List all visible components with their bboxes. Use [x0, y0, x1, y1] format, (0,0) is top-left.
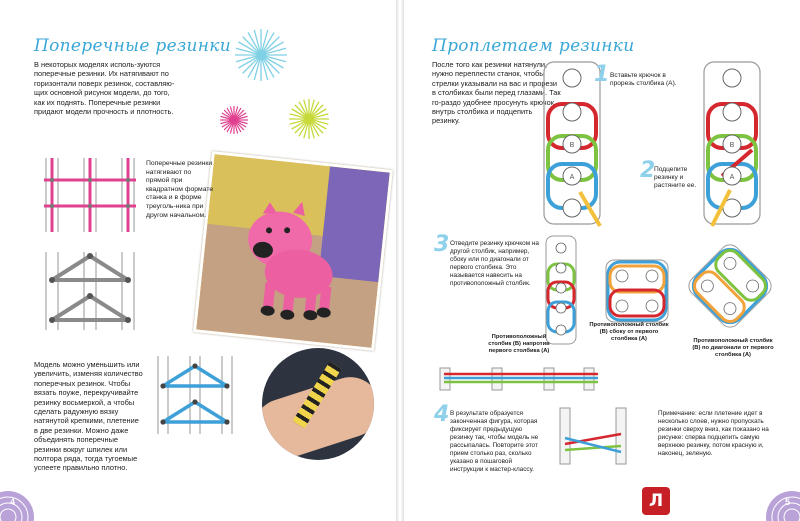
starburst-decoration: [286, 96, 332, 142]
step-4-text: В результате образуется законченная фигура, которая фиксирует предыдущую резинку так, чтобы модель не рассыпалась. Повторите этот прием столько раз, сколько указано в пошаговой инструкции к мастер-классу.: [450, 410, 539, 473]
starburst-decoration: [232, 26, 290, 84]
photo-caption: Поперечные резинки натягивают по прямой при квадратном формате станка и в форме треуголь-ника при другом начальном.: [146, 160, 214, 219]
left-intro-text: В некоторых моделях исполь-зуются поперечные резинки. Их натягивают по горизонтали поверх резинок, составляю-щих основной рисунок модели, до того, как их поднять. Поперечные резинки придают модели прочность и плотность.: [34, 60, 175, 117]
loom-diamond-opposite-diagonal: [680, 236, 780, 336]
starburst-decoration: [218, 104, 250, 136]
step-number-3: 3: [434, 232, 450, 257]
swirl-decoration: [0, 487, 34, 521]
step-3-text: Отведите резинку крючком на другой столбик, например, сбоку или по диагонали от первого столбика. Это называется навесить на противоположный столбик.: [450, 240, 539, 287]
left-page-number: 4: [10, 497, 16, 507]
swirl-decoration: [766, 487, 800, 521]
loom-square-opposite-side: [604, 258, 670, 324]
step-1-text: Вставьте крючок в прорезь столбика (А).: [610, 72, 677, 88]
caption-opposite-ahead: Противоположный столбик (В) напротив первого столбика (А): [488, 334, 550, 355]
step-2-text: Подцепите резинку и растяните ее.: [654, 166, 697, 190]
step-number-2: 2: [640, 158, 656, 183]
caption-opposite-diagonal: Противоположный столбик (В) по диагонали от первого столбика (А): [692, 338, 774, 359]
svg-text:A: A: [729, 174, 735, 181]
loom-column-step-1: [542, 60, 602, 228]
caption-opposite-side: Противоположный столбик (В) сбоку от первого столбика (А): [589, 322, 669, 343]
right-intro-text: После того как резинки натянули, нужно переплести станок, чтобы стрелки указывали на вас и прорези в столбиках были перед глазами. Так го-раздо удобнее просунуть крючок внутрь столбика и подцепить резинку.: [432, 60, 561, 126]
loom-column-opposite-ahead: [544, 234, 578, 346]
bracelet-photo: [262, 348, 374, 460]
note-text: Примечание: если плетение идет в несколько слоев, нужно пропускать резинки сверху вниз, как показано на рисунке: сперва подцепить самую верхнюю резинку, потом красную и, наконец, зеленую.: [658, 410, 769, 457]
loom-3d-illustration: [434, 360, 604, 396]
left-page-heading: Поперечные резинки: [34, 36, 231, 56]
right-page: [404, 0, 800, 521]
right-page-heading: Проплетаем резинки: [432, 36, 635, 56]
book-gutter: [396, 0, 404, 521]
right-page-number: 5: [784, 497, 790, 507]
loom-3d-step-4: [550, 404, 640, 470]
loom-diagram-triangle: [32, 246, 150, 334]
left-page: [0, 0, 396, 521]
loom-diagram-square: [32, 150, 150, 238]
rubber-band-animal-photo: [193, 151, 393, 351]
svg-text:B: B: [569, 142, 575, 149]
publisher-logo: Л: [642, 487, 670, 515]
loom-diagram-blue: [148, 350, 244, 438]
svg-text:A: A: [569, 174, 575, 181]
loom-column-step-2: [702, 60, 762, 228]
svg-text:B: B: [729, 142, 735, 149]
step-number-4: 4: [434, 402, 450, 427]
step-number-1: 1: [594, 62, 610, 87]
left-lower-text: Модель можно уменьшить или увеличить, изменяя количество поперечных резинок. Чтобы вязать поуже, перекручивайте резинку восьмеркой, а чтобы сделать радужную вязку натянутой крепкими, плетение в две резинки. Можно даже объединять поперечные резинки вокруг шпилек или полтора ряда, тогда тугоемые успеете правильно плотно.: [34, 360, 143, 473]
